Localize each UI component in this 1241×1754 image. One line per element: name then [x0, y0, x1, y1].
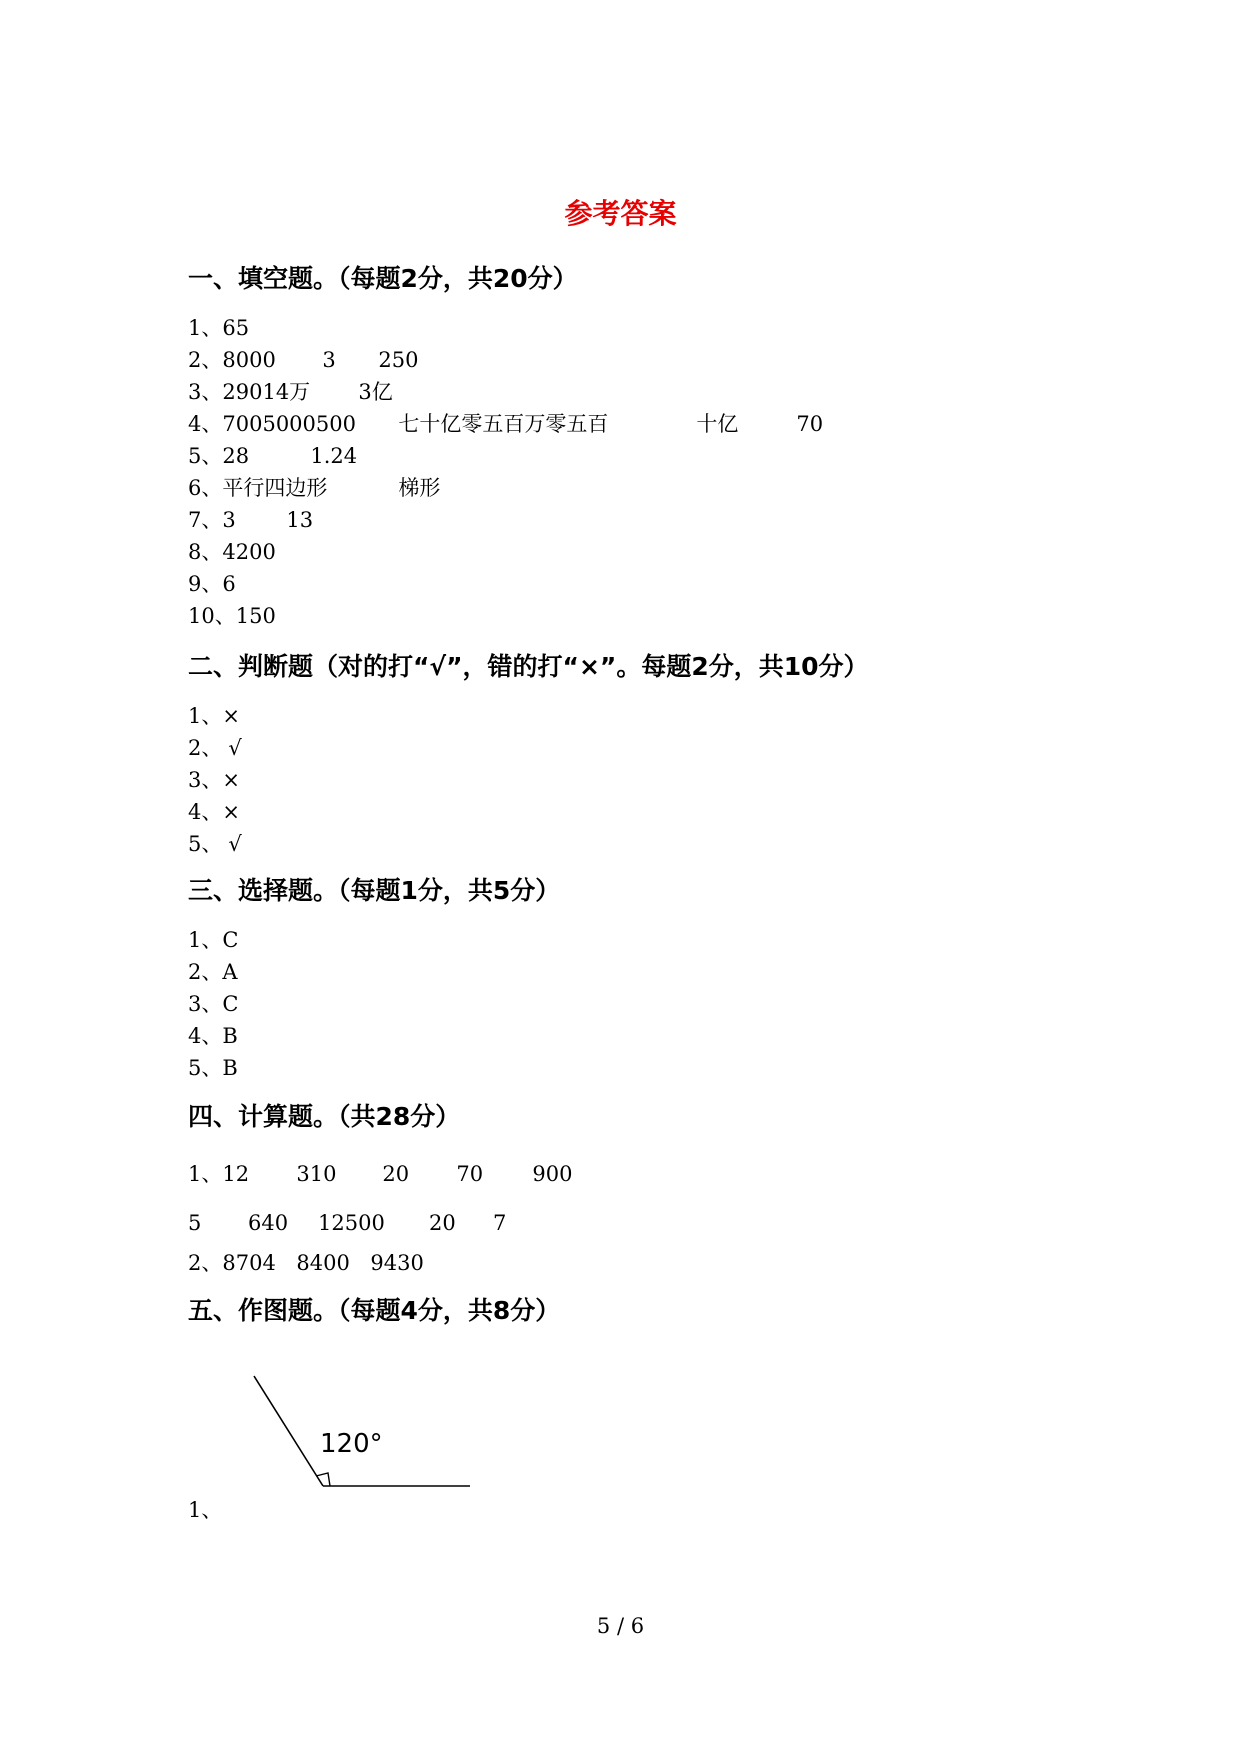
answer: C — [222, 928, 239, 952]
answer: 5 — [188, 1211, 202, 1235]
item-number: 1、 — [188, 316, 223, 340]
check-mark: √ — [228, 736, 242, 760]
answer-line — [188, 314, 249, 342]
answer-line — [188, 1209, 506, 1237]
answer-line — [188, 1022, 238, 1050]
item-number: 1、 — [188, 1162, 223, 1186]
item-number: 5、 — [188, 1056, 223, 1080]
answer: 29014万 — [222, 380, 311, 404]
answer-line — [188, 506, 313, 534]
answer: 640 — [248, 1211, 289, 1235]
answer: B — [222, 1024, 238, 1048]
angle-label: 120° — [320, 1429, 383, 1459]
answer: 13 — [286, 508, 314, 532]
answer-line — [188, 1496, 222, 1524]
cross-mark: × — [222, 704, 240, 728]
answer-line — [188, 570, 236, 598]
item-number: 5、 — [188, 444, 223, 468]
section-heading-fill-in: 一、填空题。（每题2分，共20分） — [188, 264, 578, 293]
answer: 65 — [222, 316, 250, 340]
section-heading-calculation: 四、计算题。（共28分） — [188, 1102, 461, 1131]
answer: 8704 — [222, 1251, 276, 1275]
answer: 3 — [322, 348, 336, 372]
answer: 250 — [378, 348, 419, 372]
answer: 3 — [222, 508, 236, 532]
item-number: 10、 — [188, 604, 236, 628]
answer-line — [188, 538, 276, 566]
answer: 28 — [222, 444, 250, 468]
answer: 12500 — [318, 1211, 385, 1235]
item-number: 1、 — [188, 928, 223, 952]
answer: 3亿 — [358, 380, 393, 404]
item-number: 5、 — [188, 832, 223, 856]
answer-line — [188, 702, 240, 730]
answer: 70 — [456, 1162, 484, 1186]
answer-line — [188, 1054, 238, 1082]
answer: 70 — [796, 412, 824, 436]
answer: 150 — [235, 604, 276, 628]
item-number: 2、 — [188, 1251, 223, 1275]
cross-mark: × — [222, 800, 240, 824]
section-heading-drawing: 五、作图题。（每题4分，共8分） — [188, 1296, 561, 1325]
answer-line — [188, 990, 238, 1018]
item-number: 4、 — [188, 1024, 223, 1048]
answer-line — [188, 442, 357, 470]
answer: 七十亿零五百万零五百 — [398, 412, 609, 436]
item-number: 6、 — [188, 476, 223, 500]
answer: 平行四边形 — [222, 476, 328, 500]
answer-line — [188, 410, 823, 438]
item-number: 2、 — [188, 736, 223, 760]
page-title: 参考答案 — [564, 197, 677, 230]
item-number: 7、 — [188, 508, 223, 532]
section-heading-true-false: 二、判断题（对的打“√”，错的打“×”。每题2分，共10分） — [188, 652, 869, 681]
answer: 1.24 — [310, 444, 358, 468]
answer-line — [188, 766, 240, 794]
item-number: 3、 — [188, 380, 223, 404]
answer: 12 — [222, 1162, 250, 1186]
answer: 十亿 — [696, 412, 739, 436]
answer-line — [188, 1160, 572, 1188]
answer-line — [188, 602, 276, 630]
answer: C — [222, 992, 239, 1016]
page-number: 5 / 6 — [596, 1614, 645, 1638]
item-number: 8、 — [188, 540, 223, 564]
check-mark: √ — [228, 832, 242, 856]
answer: A — [222, 960, 238, 984]
item-number: 3、 — [188, 768, 223, 792]
answer: 6 — [222, 572, 236, 596]
item-number: 1、 — [188, 1498, 223, 1522]
answer: 7005000500 — [222, 412, 356, 436]
item-number: 2、 — [188, 348, 223, 372]
angle-slanted-ray — [254, 1376, 323, 1486]
item-number: 2、 — [188, 960, 223, 984]
answer-line — [188, 798, 240, 826]
answer-line — [188, 830, 242, 858]
answer: 7 — [493, 1211, 507, 1235]
item-number: 1、 — [188, 704, 223, 728]
answer: 4200 — [222, 540, 276, 564]
answer: 8400 — [296, 1251, 350, 1275]
answer-line — [188, 734, 242, 762]
angle-figure — [240, 1372, 480, 1502]
answer: 梯形 — [398, 476, 441, 500]
cross-mark: × — [222, 768, 240, 792]
answer-line — [188, 378, 393, 406]
section-heading-multiple-choice: 三、选择题。（每题1分，共5分） — [188, 876, 561, 905]
answer-line — [188, 346, 418, 374]
answer: 20 — [382, 1162, 410, 1186]
answer-line — [188, 474, 440, 502]
answer-line — [188, 926, 238, 954]
item-number: 4、 — [188, 412, 223, 436]
answer-line — [188, 958, 238, 986]
answer-line — [188, 1249, 424, 1277]
answer: 8000 — [222, 348, 276, 372]
answer: 20 — [429, 1211, 456, 1235]
item-number: 4、 — [188, 800, 223, 824]
answer: 900 — [532, 1162, 573, 1186]
answer: 9430 — [370, 1251, 424, 1275]
item-number: 3、 — [188, 992, 223, 1016]
answer: B — [222, 1056, 238, 1080]
answer: 310 — [296, 1162, 337, 1186]
item-number: 9、 — [188, 572, 223, 596]
